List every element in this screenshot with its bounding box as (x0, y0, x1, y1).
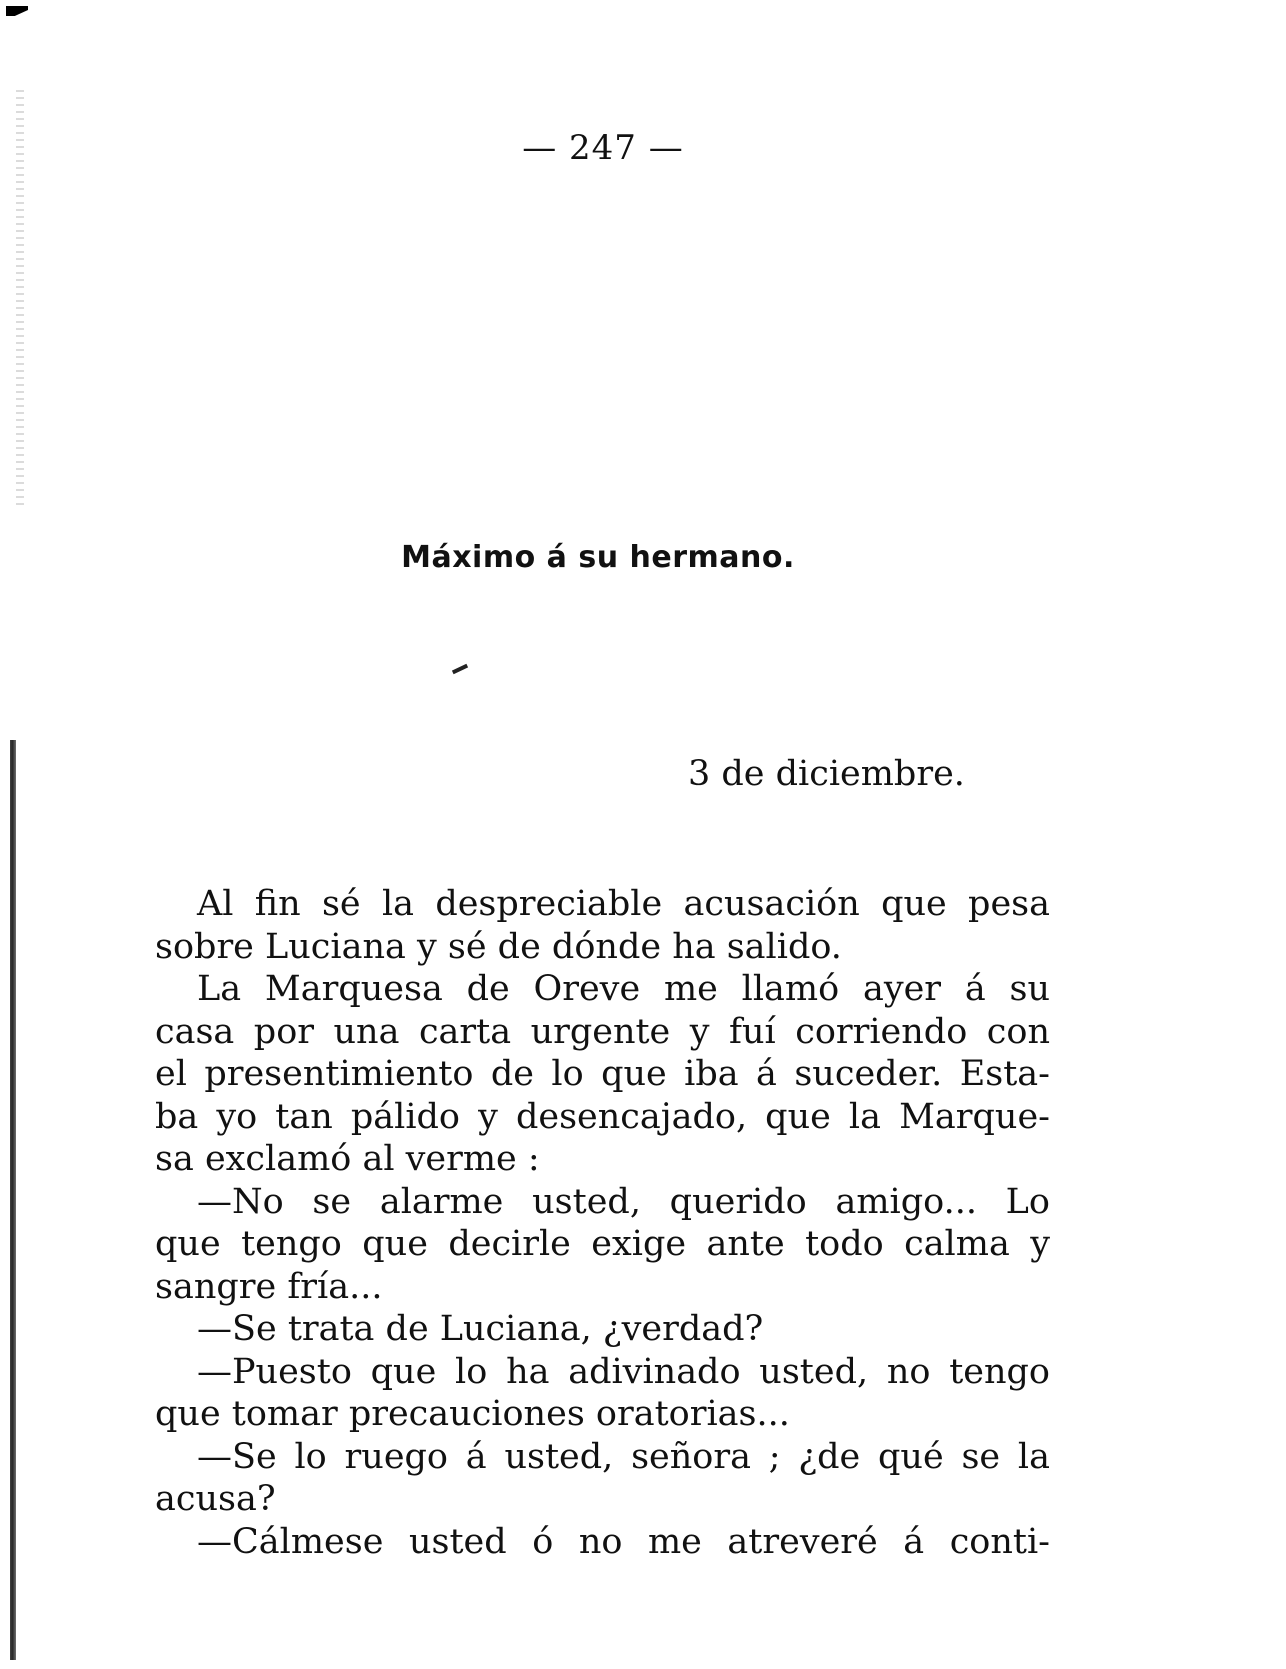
text-line: sa exclamó al verme : (155, 1139, 540, 1179)
ink-mark (452, 664, 468, 674)
text-line: —No se alarme usted, querido amigo... Lo (197, 1181, 1050, 1222)
text-line: —Se lo ruego á usted, señora ; ¿de qué se la (197, 1436, 1050, 1477)
text-line: que tomar precauciones oratorias... (155, 1394, 790, 1434)
text-line: sobre Luciana y sé de dónde ha salido. (155, 926, 842, 967)
body-text (155, 883, 1050, 1563)
letter-heading: Máximo á su hermano. (401, 540, 795, 575)
letter-date: 3 de diciembre. (688, 754, 965, 794)
text-line: La Marquesa de Oreve me llamó ayer á su (197, 969, 1050, 1009)
binding-edge (10, 740, 16, 1660)
text-line: casa por una carta urgente y fuí corriendo con (155, 1011, 1050, 1052)
text-line: —Se trata de Luciana, ¿verdad? (197, 1309, 764, 1349)
text-line: acusa? (155, 1479, 276, 1519)
text-line: Al fin sé la despreciable acusación que pesa (197, 884, 1050, 924)
text-line: ba yo tan pálido y desencajado, que la Marque- (155, 1096, 1050, 1137)
text-line: sangre fría... (155, 1266, 383, 1307)
text-line: —Cálmese usted ó no me atreveré á conti- (197, 1521, 1050, 1562)
text-line: que tengo que decirle exige ante todo calma y (155, 1224, 1050, 1264)
text-line: el presentimiento de lo que iba á suceder. Esta- (155, 1054, 1050, 1094)
page-number: — 247 — (522, 128, 684, 168)
text-line: —Puesto que lo ha adivinado usted, no tengo (197, 1351, 1050, 1392)
scan-corner-mark (6, 6, 28, 16)
